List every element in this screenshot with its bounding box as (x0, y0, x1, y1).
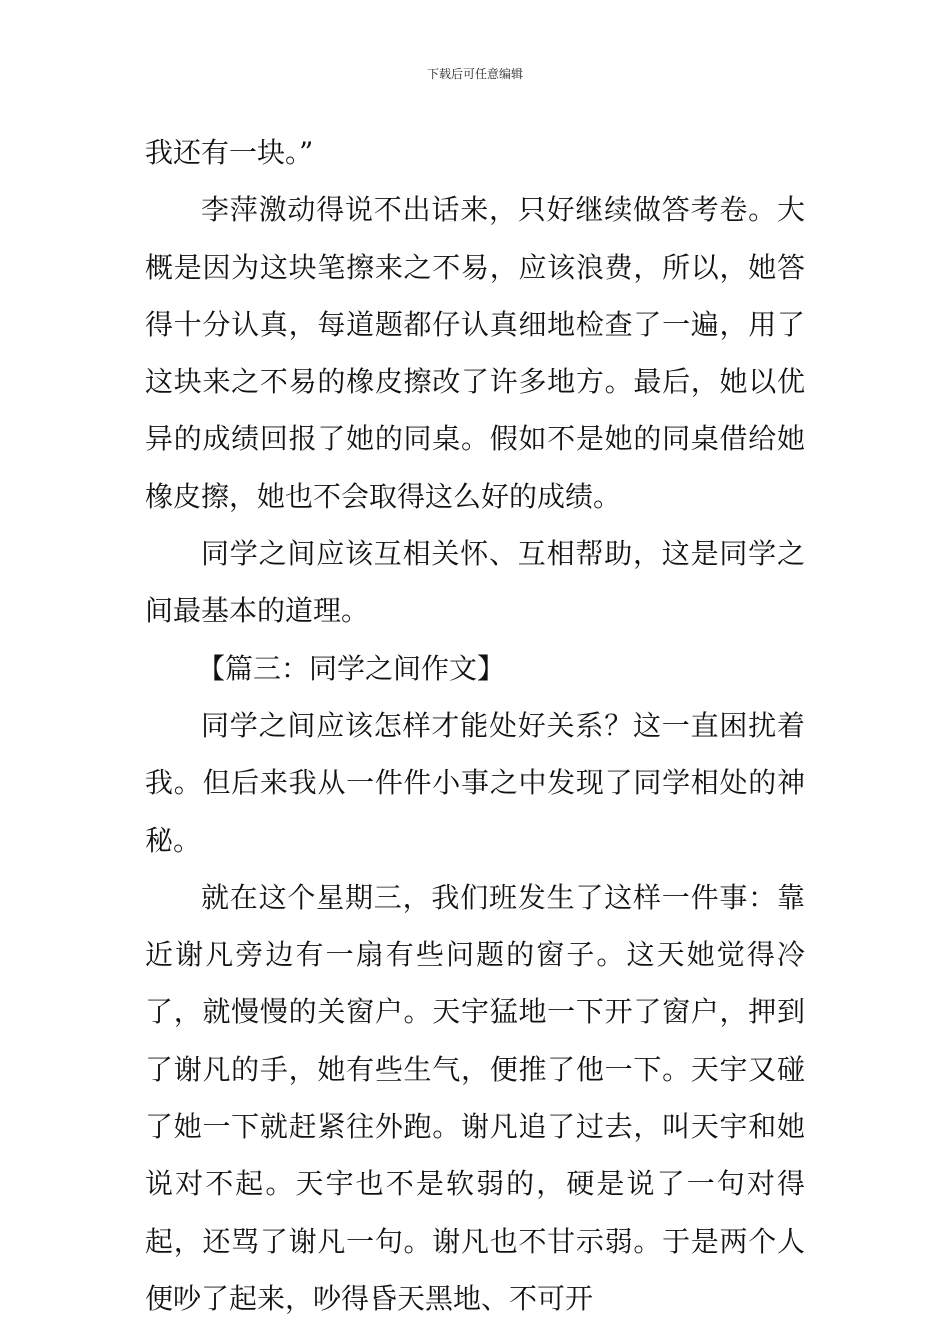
paragraph-continuation: 我还有一块。” (145, 136, 314, 169)
document-body (145, 124, 805, 1327)
paragraph-li-ping: 李萍激动得说不出话来，只好继续做答考卷。大概是因为这块笔擦来之不易，应该浪费，所以，她答得十分认真，每道题都仔认真细地检查了一遍，用了这块来之不易的橡皮擦改了许多地方。最后，她以优异的成绩回报了她的同桌。假如不是她的同桌借给她橡皮擦，她也不会取得这么好的成绩。 (145, 193, 805, 513)
section-heading: 【篇三：同学之间作文】 (197, 651, 506, 685)
paragraph-conclusion: 同学之间应该互相关怀、互相帮助，这是同学之间最基本的道理。 (145, 537, 805, 628)
page-header: 下载后可任意编辑 (426, 67, 523, 81)
paragraph-intro: 同学之间应该怎样才能处好关系？这一直困扰着我。但后来我从一件件小事之中发现了同学相处的神秘。 (145, 708, 805, 857)
paragraph-story: 就在这个星期三，我们班发生了这样一件事：靠近谢凡旁边有一扇有些问题的窗子。这天她觉得冷了，就慢慢的关窗户。天宇猛地一下开了窗户，押到了谢凡的手，她有些生气，便推了他一下。天宇又碰了她一下就赶紧往外跑。谢凡追了过去，叫天宇和她说对不起。天宇也不是软弱的，硬是说了一句对得起，还骂了谢凡一句。谢凡也不甘示弱。于是两个人便吵了起来，吵得昏天黑地、不可开 (145, 880, 805, 1315)
